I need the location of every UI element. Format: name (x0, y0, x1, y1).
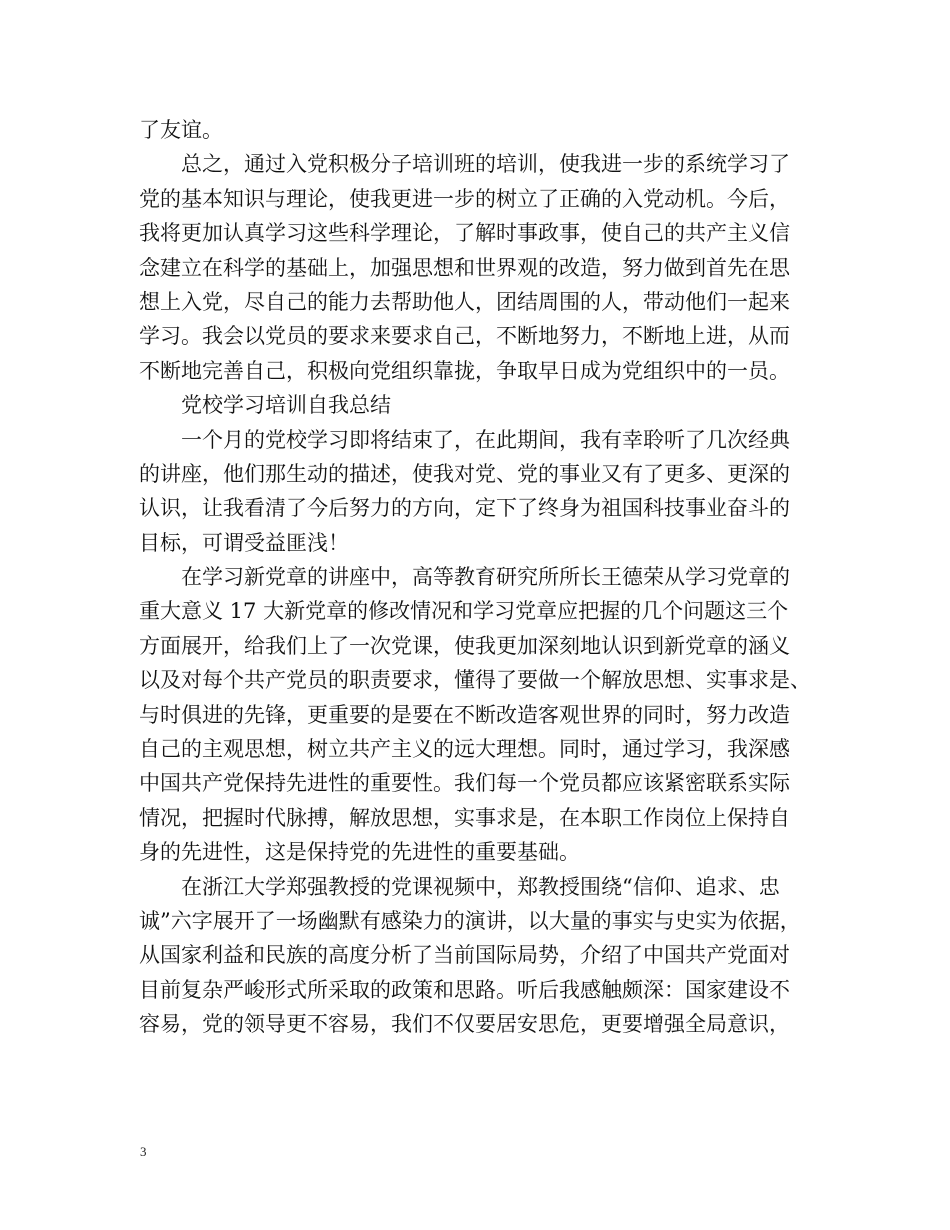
text-line: 与时俱进的先锋，更重要的是要在不断改造客观世界的同时，努力改造 (139, 702, 790, 727)
text-line: 想上入党，尽自己的能力去帮助他人，团结周围的人，带动他们一起来 (139, 289, 790, 314)
text-line: 从国家利益和民族的高度分析了当前国际局势，介绍了中国共产党面对 (139, 943, 790, 968)
text-line: 方面展开，给我们上了一次党课，使我更加深刻地认识到新党章的涵义 (139, 633, 790, 658)
text-line: 我将更加认真学习这些科学理论，了解时事政事，使自己的共产主义信 (139, 221, 790, 246)
paragraph-start-line: 总之，通过入党积极分子培训班的培训，使我进一步的系统学习了 (181, 152, 790, 177)
text-line: 学习。我会以党员的要求来要求自己，不断地努力，不断地上进，从而 (139, 324, 790, 349)
text-line: 容易，党的领导更不容易，我们不仅要居安思危，更要增强全局意识， (139, 1012, 790, 1037)
text-line: 党的基本知识与理论，使我更进一步的树立了正确的入党动机。今后， (139, 186, 790, 211)
document-body (139, 113, 829, 1042)
section-title: 党校学习培训自我总结 (181, 393, 391, 418)
text-line: 目标，可谓受益匪浅！ (139, 530, 349, 555)
text-line: 目前复杂严峻形式所采取的政策和思路。听后我感触颇深：国家建设不 (139, 977, 790, 1002)
paragraph-start-line: 一个月的党校学习即将结束了，在此期间，我有幸聆听了几次经典 (181, 427, 790, 452)
text-line: 自己的主观思想，树立共产主义的远大理想。同时，通过学习，我深感 (139, 737, 790, 762)
text-line: 情况，把握时代脉搏，解放思想，实事求是，在本职工作岗位上保持自 (139, 805, 790, 830)
text-line: 重大意义 17 大新党章的修改情况和学习党章应把握的几个问题这三个 (139, 599, 789, 624)
text-line: 认识，让我看清了今后努力的方向，定下了终身为祖国科技事业奋斗的 (139, 496, 790, 521)
text-line: 身的先进性，这是保持党的先进性的重要基础。 (139, 840, 580, 865)
text-line: 不断地完善自己，积极向党组织靠拢，争取早日成为党组织中的一员。 (139, 358, 790, 383)
text-line: 中国共产党保持先进性的重要性。我们每一个党员都应该紧密联系实际 (139, 771, 790, 796)
text-line: 念建立在科学的基础上，加强思想和世界观的改造，努力做到首先在思 (139, 255, 790, 280)
page-number: 3 (140, 1144, 147, 1159)
text-line: 诚”六字展开了一场幽默有感染力的演讲，以大量的事实与史实为依据， (139, 908, 801, 933)
text-line: 以及对每个共产党员的职责要求，懂得了要做一个解放思想、实事求是、 (139, 668, 811, 693)
text-line: 了友谊。 (139, 118, 223, 142)
text-line: 的讲座，他们那生动的描述，使我对党、党的事业又有了更多、更深的 (139, 461, 790, 486)
paragraph-start-line: 在学习新党章的讲座中，高等教育研究所所长王德荣从学习党章的 (181, 565, 790, 590)
paragraph-start-line: 在浙江大学郑强教授的党课视频中，郑教授围绕“信仰、追求、忠 (181, 874, 780, 899)
